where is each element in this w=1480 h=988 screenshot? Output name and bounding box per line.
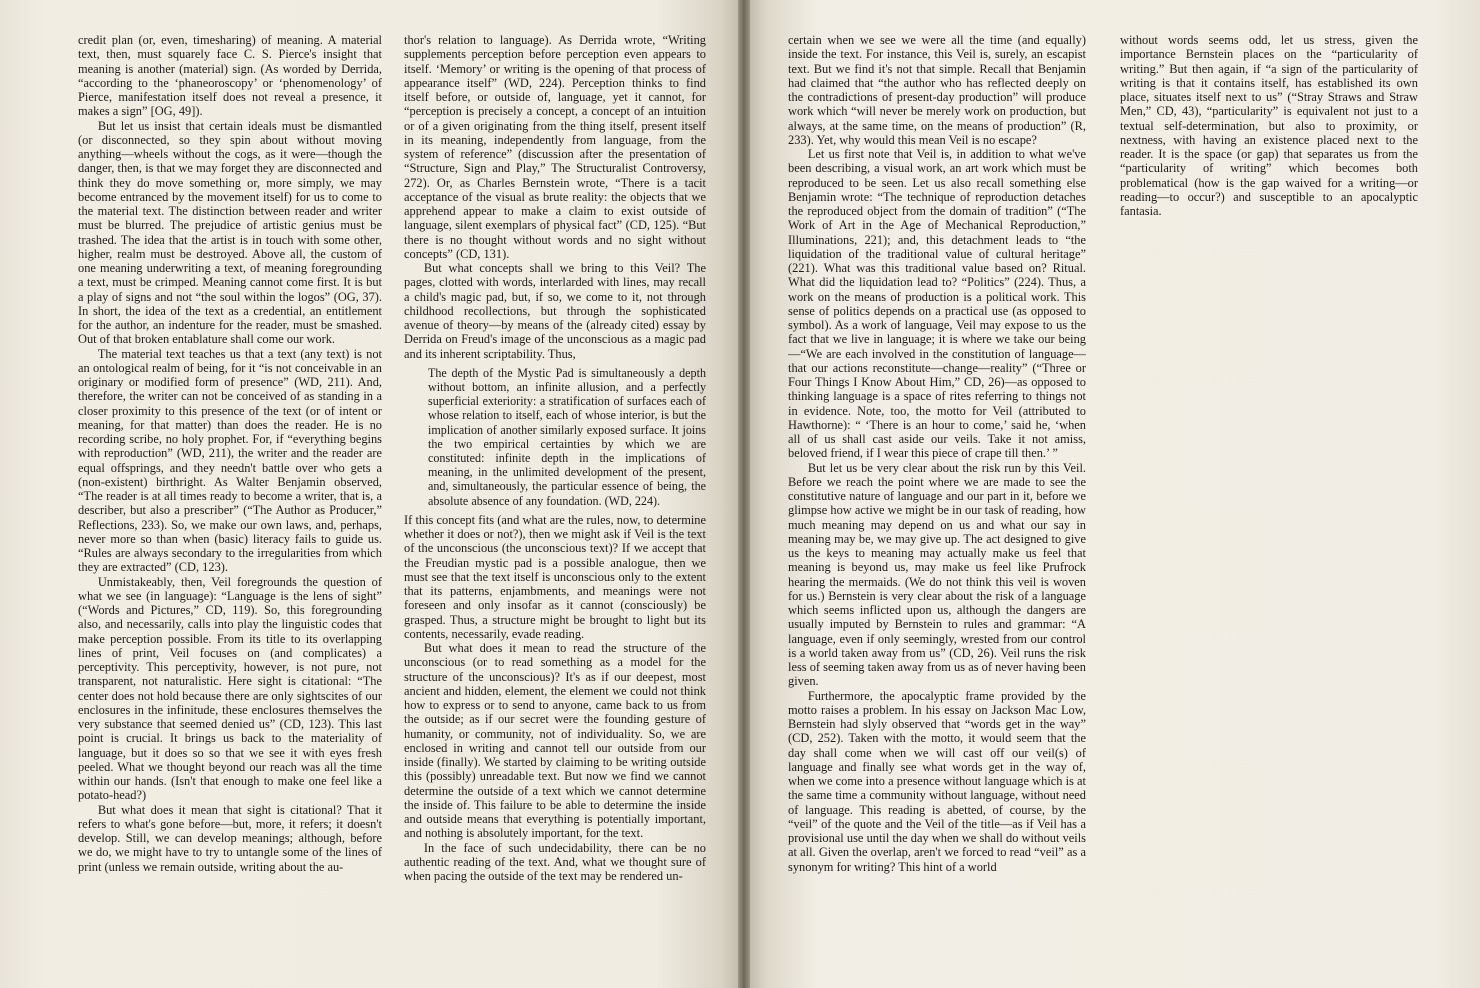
column-4 bbox=[1120, 33, 1418, 233]
paragraph: thor's relation to language). As Derrida wrote, “Writing supplements perception before perception even appears to itself. ‘Memory’ or writing is the opening of that process of appearance itself” (WD, 224). Perception thinks to find itself before, or outside of, language, yet it cannot, for “perception is precisely a concept, a concept of an intuition or of a given originating from the thing itself, present itself in its meaning, independently from language, from the system of reference” (discussion after the presentation of “Structure, Sign and Play,” The Structuralist Controversy, 272). Or, as Charles Bernstein wrote, “There is a tacit acceptance of the visual as brute reality: the objects that we apprehend appear to make a claim to exist outside of language, silent exemplars of physical fact” (CD, 125). “But there is no thought without words and no sight without concepts” (CD, 131). bbox=[404, 33, 706, 261]
paragraph: Furthermore, the apocalyptic frame provided by the motto raises a problem. In his essay on Jackson Mac Low, Bernstein had slyly observed that “words get in the way” (CD, 252). Taken with the motto, it would seem that the day shall come when we will cast off our veil(s) of language and finally see what words get in the way of, when we come into a presence without language which is at the same time a community without language, without need of language. This reading is abetted, of course, by the “veil” of the quote and the Veil of the title—as if Veil has a provisional use until the day when we shall do without veils at all. Given the overlap, aren't we forced to read “veil” as a synonym for writing? This hint of a world bbox=[788, 688, 1086, 874]
paragraph: certain when we see we were all the time (and equally) inside the text. For instance, this Veil is, surely, an escapist text. But we find it's not that simple. Recall that Benjamin had claimed that “the author who has reflected deeply on the contradictions of present-day production” will produce work which “will never be merely work on production, but always, at the same time, on the means of production” (R, 233). Yet, why would this mean Veil is no escape? bbox=[788, 33, 1086, 147]
block-quote bbox=[428, 366, 706, 508]
paragraph: In the face of such undecidability, there can be no authentic reading of the text. And, what we thought sure of when pacing the outside of the text may be rendered un- bbox=[404, 840, 706, 884]
paragraph: But let us be very clear about the risk run by this Veil. Before we reach the point where we are made to see the constitutive nature of language and our part in it, before we glimpse how active we might be in our task of reading, how much meaning may depend on us and what our say in meaning may be, we may give up. The act designed to give us the keys to meaning may actually make us feel that meaning is beyond us, may make us feel like Prufrock hearing the mermaids. (We do not think this veil is woven for us.) Bernstein is very clear about the risk of a language which seems inflicted upon us, although the dangers are usually imputed by Bernstein to rules and grammar: “A language, even if only seemingly, wrested from our control is a world taken away from us” (CD, 26). Veil runs the risk less of seeming taken away from us as of never having been given. bbox=[788, 460, 1086, 689]
column-2 bbox=[404, 33, 706, 933]
paragraph: Let us first note that Veil is, in addition to what we've been describing, a visual work, an art work which must be reproduced to be seen. Let us also recall something else Benjamin wrote: “The technique of reproduction detaches the reproduced object from the domain of tradition” (“The Work of Art in the Age of Mechanical Reproduction,” Illuminations, 221); and, this detachment leads to “the liquidation of the traditional value of cultural heritage” (221). What was this traditional value based on? Ritual. What did the liquidation lead to? “Politics” (224). Thus, a work on the means of production is a political work. This sense of politics depends on a practical use (as opposed to symbol). As a work of language, Veil may expose to us the fact that we live in language; it is where we take our being—“We are each involved in the constitution of language—that our actions reconstitute—change—reality” (“Three or Four Things I Know About Him,” CD, 26)—as opposed to thinking language is a space of rites referring to things not in evidence. Note, too, the motto for Veil (attributed to Hawthorne): “ ‘There is an hour to come,’ said he, ‘when all of us shall cast aside our veils. Take it not amiss, beloved friend, if I wear this piece of crape till then.’ ” bbox=[788, 147, 1086, 461]
paragraph: without words seems odd, let us stress, given the importance Bernstein places on the “particularity of writing.” But then again, if “a sign of the particularity of writing is that it contains itself, has established its own place, situates itself next to us” (“Stray Straws and Straw Men,” CD, 43), “particularity” is equivalent not just to a textual self-determination, but also to proximity, or nextness, with having an existence placed next to the reader. It is the space (or gap) that separates us from the “particularity of writing” which becomes both problematical (how is the gap waived for a writing—or reading—to occur?) and susceptible to an apocalyptic fantasia. bbox=[1120, 33, 1418, 218]
column-1 bbox=[78, 33, 382, 933]
right-page bbox=[744, 0, 1480, 988]
paragraph: But let us insist that certain ideals must be dismantled (or disconnected, so they spin about without moving anything—wheels without the cogs, as it were—though the danger, then, is that we may forget they are disconnected and think they do move something or, more simply, we may become entranced by the movement itself) for us to come to the material text. The distinction between reader and writer must be blurred. The prejudice of artistic genius must be trashed. The idea that the artist is in touch with some other, higher, realm must be destroyed. Above all, the custom of one meaning underwriting a text, of meaning foregrounding a text, must be crimped. Meaning cannot come first. It is but a play of signs and not “the soul within the logos” (OG, 37). In short, the idea of the text as a credential, an entitlement for the author, an indenture for the reader, must be smashed. Out of that broken entablature shall come our work. bbox=[78, 118, 382, 347]
paragraph: But what does it mean to read the structure of the unconscious (or to read something as a model for the structure of the unconscious)? It's as if our deepest, most ancient and hidden, element, the element we could not think how to express or to send to anyone, came back to us from the outside; as if our secret were the founding gesture of humanity, or community, not of individuality. So, we are enclosed in writing and cannot tell our outside from our inside (finally). We started by claiming to be writing outside this (possibly) unreadable text. But now we find we cannot determine the outside of a text which we cannot determine the inside of. This failure to be able to determine the inside and outside means that everything is potentially important, and nothing is absolutely important, for the text. bbox=[404, 641, 706, 841]
paragraph: But what concepts shall we bring to this Veil? The pages, clotted with words, interlarded with lines, may recall a child's magic pad, but, if so, we come to it, not through childhood recollections, but through the sophisticated avenue of theory—by means of the (already cited) essay by Derrida on Freud's image of the unconscious as a magic pad and its inherent scriptability. Thus, bbox=[404, 261, 706, 361]
book-gutter bbox=[738, 0, 750, 988]
paragraph: The material text teaches us that a text (any text) is not an ontological realm of being, for it “is not conceivable in an originary or modified form of presence” (WD, 211). And, therefore, the writer can not be conceived of as standing in a closer proximity to this presence of the text (or of intent or meaning, for that matter) than does the reader. He is no recording scribe, no holy prophet. For, if “everything begins with reproduction” (WD, 211), the writer and the reader are equal offsprings, and they needn't battle over who gets a (non-existent) birthright. As Walter Benjamin observed, “The reader is at all times ready to become a writer, that is, a describer, but also a prescriber” (“The Author as Producer,” Reflections, 233). So, we make our own laws, and, perhaps, never more so than when (basic) literacy fails to guide us. “Rules are always secondary to the irregularities from which they are extracted” (CD, 123). bbox=[78, 346, 382, 575]
block-quote-text: The depth of the Mystic Pad is simultaneously a depth without bottom, an infinite allusion, and a perfectly superficial exteriority: a stratification of surfaces each of whose relation to itself, each of whose interior, is but the implication of another similarly exposed surface. It joins the two empirical certainties by which we are constituted: infinite depth in the implications of meaning, in the unlimited development of the present, and, simultaneously, the particular essence of being, the absolute absence of any foundation. (WD, 224). bbox=[428, 365, 706, 508]
paragraph: credit plan (or, even, timesharing) of meaning. A material text, then, must squarely face C. S. Pierce's insight that meaning is another (material) sign. (As worded by Derrida, “according to the ‘phaneoroscopy’ or ‘phenomenology’ of Pierce, manifestation itself does not reveal a presence, it makes a sign” [OG, 49]). bbox=[78, 33, 382, 119]
column-3 bbox=[788, 33, 1086, 933]
paragraph: But what does it mean that sight is citational? That it refers to what's gone before—but, more, it refers; it doesn't develop. Still, we can develop meanings; although, before we do, we might have to try to untangle some of the lines of print (unless we remain outside, writing about the au- bbox=[78, 802, 382, 874]
paragraph: Unmistakeably, then, Veil foregrounds the question of what we see (in language): “Language is the lens of sight” (“Words and Pictures,” CD, 119). So, this foregrounding also, and necessarily, calls into play the linguistic codes that make perception possible. From its title to its overlapping lines of print, Veil focuses on (and complicates) a perceptivity. This perceptivity, however, is not pure, not transparent, not naturalistic. Here sight is citational: “The center does not hold because there are only sightscites of our enclosures in the infinitude, these enclosures themselves the very substance that seemed denied us” (CD, 123). This last point is crucial. It brings us back to the materiality of language, but it does so so that we see it with eyes fresh peeled. What we thought beyond our reach was all the time within our hands. (Isn't that enough to make one feel like a potato-head?) bbox=[78, 574, 382, 803]
paragraph: If this concept fits (and what are the rules, now, to determine whether it does or not?), then we might ask if Veil is the text of the unconscious (the unconscious text)? If we accept that the Freudian mystic pad is a possible analogue, then we must see that the text itself is unconscious only to the extent that its patterns, enjambments, and meanings were not foreseen and only insofar as it cannot (consciously) be grasped. Thus, a structure might be brought to light but its contents, necessarily, evade reading. bbox=[404, 512, 706, 641]
